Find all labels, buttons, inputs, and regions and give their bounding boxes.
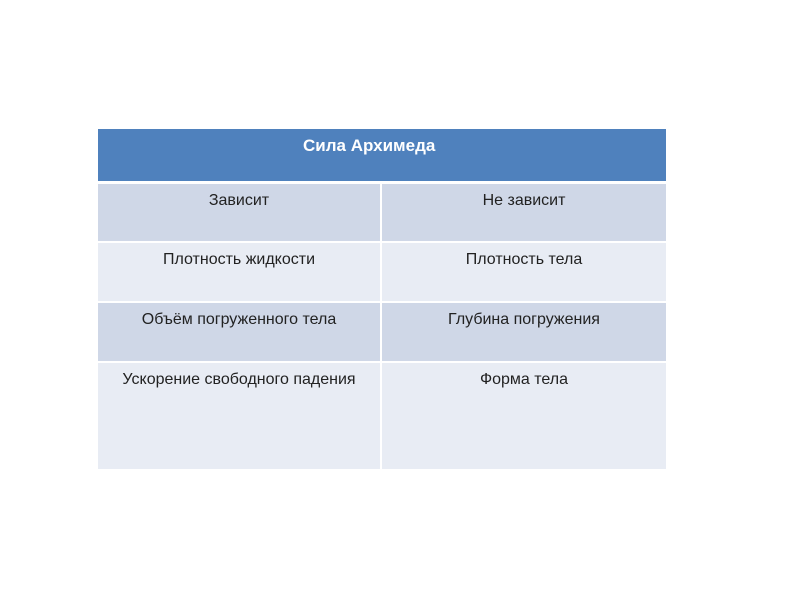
comparison-table bbox=[98, 129, 666, 469]
table-cell: Плотность жидкости bbox=[98, 242, 381, 302]
table-cell: Форма тела bbox=[381, 362, 666, 469]
archimedes-force-table bbox=[98, 129, 666, 477]
table-row bbox=[98, 242, 666, 302]
column-header-row bbox=[98, 182, 666, 242]
column-header-depends: Зависит bbox=[98, 182, 381, 242]
table-cell: Ускорение свободного падения bbox=[98, 362, 381, 469]
table-title-row bbox=[98, 129, 666, 182]
table-row bbox=[98, 302, 666, 362]
table-cell: Глубина погружения bbox=[381, 302, 666, 362]
table-row bbox=[98, 362, 666, 469]
table-cell: Плотность тела bbox=[381, 242, 666, 302]
table-cell: Объём погруженного тела bbox=[98, 302, 381, 362]
table-title: Сила Архимеда bbox=[98, 129, 666, 182]
column-header-not-depends: Не зависит bbox=[381, 182, 666, 242]
